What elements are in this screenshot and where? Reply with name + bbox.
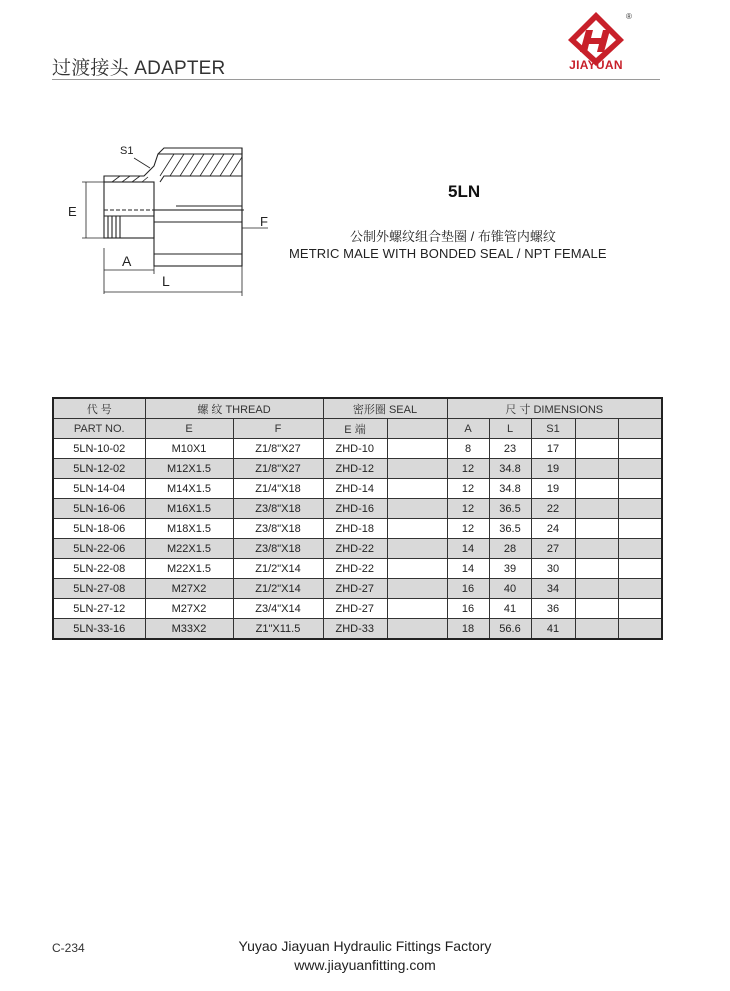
cell-e: M12X1.5 <box>145 459 233 479</box>
cell-seal-blank <box>387 439 447 459</box>
table-row <box>53 459 662 479</box>
cell-blank <box>575 519 618 539</box>
cell-blank <box>575 559 618 579</box>
cell-seal-blank <box>387 559 447 579</box>
cell-l: 34.8 <box>489 479 531 499</box>
cell-seal-blank <box>387 479 447 499</box>
cell-seal-e: ZHD-14 <box>323 479 387 499</box>
cell-s1: 34 <box>531 579 575 599</box>
cell-f: Z3/8"X18 <box>233 499 323 519</box>
cell-seal-blank <box>387 599 447 619</box>
drawing-label-s1: S1 <box>120 145 134 157</box>
product-code: 5LN <box>448 182 481 201</box>
cell-seal-blank <box>387 499 447 519</box>
cell-seal-e: ZHD-27 <box>323 599 387 619</box>
cell-a: 8 <box>447 439 489 459</box>
table-row <box>53 539 662 559</box>
subheader-a: A <box>447 419 489 439</box>
cell-seal-blank <box>387 619 447 640</box>
cell-l: 23 <box>489 439 531 459</box>
cell-part-no: 5LN-10-02 <box>53 439 145 459</box>
cell-e: M33X2 <box>145 619 233 640</box>
footer-url: www.jiayuanfitting.com <box>294 957 436 973</box>
cell-seal-e: ZHD-33 <box>323 619 387 640</box>
cell-seal-blank <box>387 519 447 539</box>
cell-seal-e: ZHD-22 <box>323 539 387 559</box>
cell-f: Z1/4"X18 <box>233 479 323 499</box>
page-title: 过渡接头 ADAPTER <box>52 58 226 79</box>
cell-e: M14X1.5 <box>145 479 233 499</box>
cell-e: M22X1.5 <box>145 559 233 579</box>
page-number: C-234 <box>52 941 85 955</box>
cell-s1: 27 <box>531 539 575 559</box>
cell-l: 40 <box>489 579 531 599</box>
subheader-part-no: PART NO. <box>53 419 145 439</box>
drawing-label-f: F <box>260 214 268 229</box>
cell-blank <box>575 619 618 640</box>
drawing-label-a: A <box>122 253 132 269</box>
subheader-s1: S1 <box>531 419 575 439</box>
cell-blank <box>575 459 618 479</box>
table-row <box>53 579 662 599</box>
cell-part-no: 5LN-27-12 <box>53 599 145 619</box>
subheader-l: L <box>489 419 531 439</box>
cell-s1: 19 <box>531 459 575 479</box>
cell-e: M16X1.5 <box>145 499 233 519</box>
cell-f: Z1/2"X14 <box>233 579 323 599</box>
table-row <box>53 559 662 579</box>
subheader-blank <box>387 419 447 439</box>
cell-a: 16 <box>447 579 489 599</box>
product-description-en: METRIC MALE WITH BONDED SEAL / NPT FEMALE <box>289 246 607 261</box>
subheader-f: F <box>233 419 323 439</box>
cell-blank <box>618 459 662 479</box>
cell-a: 18 <box>447 619 489 640</box>
cell-l: 28 <box>489 539 531 559</box>
cell-s1: 30 <box>531 559 575 579</box>
cell-f: Z3/8"X18 <box>233 519 323 539</box>
cell-seal-blank <box>387 539 447 559</box>
footer-company: Yuyao Jiayuan Hydraulic Fittings Factory <box>238 938 492 954</box>
cell-a: 16 <box>447 599 489 619</box>
drawing-label-l: L <box>162 273 170 289</box>
header-thread: 螺 纹 THREAD <box>145 398 323 419</box>
cell-f: Z1/8"X27 <box>233 439 323 459</box>
cell-blank <box>618 479 662 499</box>
subheader-e-end: E 端 <box>323 419 387 439</box>
cell-f: Z1/8"X27 <box>233 459 323 479</box>
cell-part-no: 5LN-12-02 <box>53 459 145 479</box>
cell-blank <box>618 499 662 519</box>
cell-blank <box>575 579 618 599</box>
cell-blank <box>575 499 618 519</box>
header-divider <box>52 79 660 80</box>
cell-blank <box>618 519 662 539</box>
cell-e: M27X2 <box>145 579 233 599</box>
cell-l: 41 <box>489 599 531 619</box>
table-row <box>53 499 662 519</box>
cell-s1: 19 <box>531 479 575 499</box>
table-row <box>53 479 662 499</box>
cell-f: Z1"X11.5 <box>233 619 323 640</box>
registered-mark: ® <box>626 12 632 21</box>
cell-s1: 41 <box>531 619 575 640</box>
header-dimensions: 尺 寸 DIMENSIONS <box>447 398 662 419</box>
cell-a: 12 <box>447 499 489 519</box>
cell-a: 14 <box>447 559 489 579</box>
cell-f: Z3/8"X18 <box>233 539 323 559</box>
cell-e: M18X1.5 <box>145 519 233 539</box>
header-code: 代 号 <box>53 398 145 419</box>
cell-blank <box>618 619 662 640</box>
drawing-label-e: E <box>68 204 77 219</box>
subheader-e: E <box>145 419 233 439</box>
cell-e: M22X1.5 <box>145 539 233 559</box>
table-row <box>53 599 662 619</box>
cell-part-no: 5LN-27-08 <box>53 579 145 599</box>
fitting-drawing <box>64 136 284 296</box>
cell-blank <box>575 599 618 619</box>
cell-s1: 22 <box>531 499 575 519</box>
cell-part-no: 5LN-18-06 <box>53 519 145 539</box>
cell-seal-blank <box>387 459 447 479</box>
subheader-blank <box>618 419 662 439</box>
cell-blank <box>618 539 662 559</box>
table-sub-header-row <box>53 419 662 439</box>
cell-blank <box>618 439 662 459</box>
cell-part-no: 5LN-22-06 <box>53 539 145 559</box>
cell-e: M10X1 <box>145 439 233 459</box>
cell-l: 34.8 <box>489 459 531 479</box>
cell-seal-e: ZHD-18 <box>323 519 387 539</box>
cell-f: Z3/4"X14 <box>233 599 323 619</box>
cell-seal-e: ZHD-16 <box>323 499 387 519</box>
table-row <box>53 439 662 459</box>
cell-s1: 36 <box>531 599 575 619</box>
brand-name: JIAYUAN <box>569 58 623 72</box>
cell-e: M27X2 <box>145 599 233 619</box>
cell-seal-blank <box>387 579 447 599</box>
cell-a: 14 <box>447 539 489 559</box>
table-group-header-row <box>53 398 662 419</box>
cell-seal-e: ZHD-12 <box>323 459 387 479</box>
cell-blank <box>618 559 662 579</box>
cell-seal-e: ZHD-22 <box>323 559 387 579</box>
cell-blank <box>618 579 662 599</box>
header-seal: 密形圈 SEAL <box>323 398 447 419</box>
table-row <box>53 619 662 640</box>
cell-seal-e: ZHD-27 <box>323 579 387 599</box>
cell-l: 36.5 <box>489 519 531 539</box>
cell-blank <box>618 599 662 619</box>
cell-part-no: 5LN-14-04 <box>53 479 145 499</box>
cell-part-no: 5LN-33-16 <box>53 619 145 640</box>
cell-blank <box>575 439 618 459</box>
cell-l: 39 <box>489 559 531 579</box>
cell-a: 12 <box>447 479 489 499</box>
cell-part-no: 5LN-16-06 <box>53 499 145 519</box>
product-description-cn: 公制外螺纹组合垫圈 / 布锥管内螺纹 <box>350 229 556 244</box>
cell-l: 36.5 <box>489 499 531 519</box>
table-row <box>53 519 662 539</box>
specification-table <box>52 397 663 640</box>
subheader-blank <box>575 419 618 439</box>
cell-seal-e: ZHD-10 <box>323 439 387 459</box>
cell-part-no: 5LN-22-08 <box>53 559 145 579</box>
cell-s1: 17 <box>531 439 575 459</box>
cell-a: 12 <box>447 519 489 539</box>
cell-a: 12 <box>447 459 489 479</box>
cell-blank <box>575 539 618 559</box>
cell-l: 56.6 <box>489 619 531 640</box>
cell-f: Z1/2"X14 <box>233 559 323 579</box>
cell-blank <box>575 479 618 499</box>
cell-s1: 24 <box>531 519 575 539</box>
